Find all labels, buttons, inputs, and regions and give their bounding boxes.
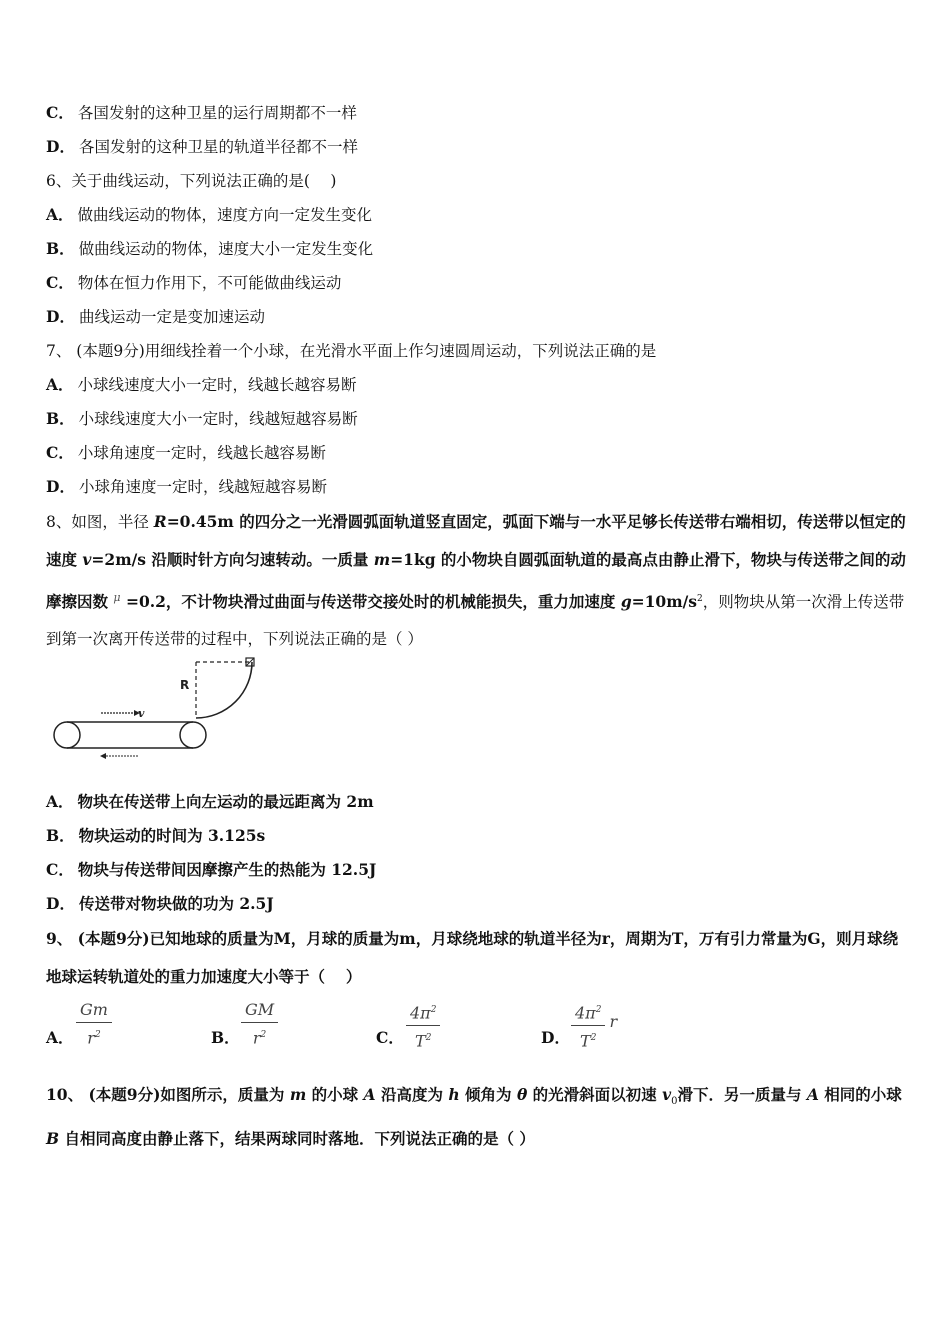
- q10-var-B: B: [46, 1129, 60, 1149]
- option-text: 传送带对物块做的功为 2.5J: [78, 894, 274, 913]
- q10-text: 倾角为: [459, 1085, 517, 1104]
- option-text: 小球线速度大小一定时，线越短越容易断: [78, 410, 358, 428]
- option-text: 物块在传送带上向左运动的最远距离为 2m: [77, 792, 374, 811]
- fraction: [571, 1000, 618, 1052]
- q8-text: =1kg 的小物块自圆弧面轨道的最高点由静止滑下，物块与传送带之间的动摩擦因数: [46, 550, 906, 611]
- option-letter: B．: [46, 239, 75, 258]
- option-letter: B．: [46, 826, 75, 845]
- option-letter: D．: [46, 894, 75, 913]
- option-text: 各国发射的这种卫星的轨道半径都不一样: [78, 138, 358, 156]
- option-text: 各国发射的这种卫星的运行周期都不一样: [77, 104, 357, 122]
- option-text: 物体在恒力作用下，不可能做曲线运动: [77, 274, 342, 292]
- option-letter: A．: [46, 1028, 74, 1047]
- q6-stem: 6、关于曲线运动，下列说法正确的是( ): [46, 172, 337, 190]
- quarter-arc: [196, 662, 252, 718]
- q8-text: =0.45m 的四分之一光滑圆弧面轨道竖直固定，弧面下端与一水平足够长传送带右端相切，传送带以恒定的速度: [46, 512, 906, 569]
- q10-text: 相同的小球: [818, 1085, 902, 1104]
- option-text: 小球角速度一定时，线越短越容易断: [78, 478, 327, 496]
- q10-text: 自相同高度由静止落下，结果两球同时落地．下列说法正确的是（ ）: [59, 1129, 535, 1149]
- q7-option-a: [46, 374, 357, 396]
- denominator: $r^2$: [252, 1028, 267, 1048]
- numerator: Gm: [76, 1000, 112, 1023]
- option-letter: D．: [541, 1028, 570, 1047]
- q10-stem: [46, 1076, 908, 1158]
- q7-option-d: [46, 476, 327, 498]
- q10-text: 的小球: [306, 1085, 364, 1104]
- q7-stem: 7、 (本题9分)用细线拴着一个小球，在光滑水平面上作匀速圆周运动，下列说法正确的是: [46, 342, 657, 360]
- option-text: 小球角速度一定时，线越长越容易断: [77, 444, 326, 462]
- q8-var-g: g: [620, 592, 632, 611]
- option-text: 做曲线运动的物体，速度大小一定发生变化: [78, 240, 374, 258]
- q8-option-a: [46, 791, 374, 813]
- q7-option-b: [46, 408, 358, 430]
- numerator: $4\pi^2$: [406, 1000, 440, 1026]
- option-letter: D．: [46, 477, 75, 496]
- q7-option-c: [46, 442, 326, 464]
- option-letter: C．: [46, 860, 74, 879]
- option-letter: B．: [211, 1028, 240, 1047]
- q10-text: 沿高度为: [375, 1085, 449, 1104]
- q6-option-b: [46, 238, 373, 260]
- right-pulley: [180, 722, 206, 748]
- q10-var-h: h: [448, 1085, 460, 1104]
- option-letter: C．: [46, 103, 74, 122]
- option-letter: D．: [46, 137, 75, 156]
- q9-stem-text: 9、 (本题9分)已知地球的质量为M，月球的质量为m，月球绕地球的轨道半径为r，周期为T，万有引力常量为G，则月球绕地球运转轨道处的重力加速度大小等于（ ）: [46, 929, 899, 986]
- q10-sub: 0: [671, 1096, 678, 1108]
- q8-var-m: m: [373, 550, 391, 569]
- option-letter: C．: [46, 443, 74, 462]
- option-letter: A．: [46, 375, 74, 394]
- numerator: $4\pi^2$: [571, 1000, 605, 1026]
- option-letter: A．: [46, 205, 74, 224]
- q10-var-theta: θ: [516, 1085, 528, 1104]
- numerator: GM: [241, 1000, 278, 1023]
- q10-var-m: m: [289, 1085, 307, 1104]
- option-d-prev: [46, 136, 358, 158]
- q6-option-c: [46, 272, 341, 294]
- q8-var-R: R: [153, 512, 167, 531]
- q8-text: =2m/s 沿顺时针方向匀速转动。一质量: [91, 550, 374, 569]
- option-text: 曲线运动一定是变加速运动: [78, 308, 265, 326]
- q8-text: =10m/s: [631, 592, 698, 611]
- option-letter: D．: [46, 307, 75, 326]
- option-text: 物块与传送带间因摩擦产生的热能为 12.5J: [77, 860, 377, 879]
- option-c-prev: [46, 102, 357, 124]
- option-letter: B．: [46, 409, 75, 428]
- q8-var-mu: μ: [113, 591, 121, 604]
- q8-text: 8、如图，半径: [46, 513, 154, 531]
- option-text: 小球线速度大小一定时，线越长越容易断: [77, 376, 357, 394]
- conveyor-figure: [46, 655, 276, 765]
- q9-stem: [46, 920, 908, 996]
- q8-stem: [46, 503, 908, 658]
- left-pulley: [54, 722, 80, 748]
- q10-text: 10、 (本题9分)如图所示，质量为: [46, 1085, 290, 1104]
- label-R: R: [180, 678, 190, 692]
- option-letter: C．: [376, 1028, 404, 1047]
- q10-text: 的光滑斜面以初速: [527, 1085, 663, 1104]
- q10-text: 滑下．另一质量与: [677, 1085, 807, 1104]
- fraction: [76, 1000, 112, 1048]
- fraction: [406, 1000, 440, 1052]
- option-letter: C．: [46, 273, 74, 292]
- option-letter: A．: [46, 792, 74, 811]
- q8-option-b: [46, 825, 265, 847]
- q8-option-c: [46, 859, 376, 881]
- fraction-tail: r: [609, 1012, 618, 1031]
- q8-text: =0.2，不计物块滑过曲面与传送带交接处时的机械能损失，重力加速度: [120, 592, 621, 611]
- option-text: 物块运动的时间为 3.125s: [78, 826, 266, 845]
- q8-sup: 2: [697, 593, 703, 604]
- q10-var-A: A: [806, 1085, 819, 1104]
- denominator: $r^2$: [87, 1028, 101, 1048]
- q10-var-A: A: [363, 1085, 376, 1104]
- option-text: 做曲线运动的物体，速度方向一定发生变化: [77, 206, 373, 224]
- q8-option-d: [46, 893, 274, 915]
- q10-var-v0: v: [662, 1085, 672, 1104]
- denominator: $T^2$: [580, 1031, 597, 1051]
- q6-option-d: [46, 306, 265, 328]
- q8-var-v: v: [82, 550, 92, 569]
- denominator: $T^2$: [415, 1031, 432, 1051]
- q8-text: ，则物块从第一次滑上传送带到第一次离开传送带的过程中，下列说法正确的是（ ）: [46, 593, 905, 648]
- fraction: [241, 1000, 278, 1048]
- q6-option-a: [46, 204, 372, 226]
- label-v: v: [138, 707, 145, 720]
